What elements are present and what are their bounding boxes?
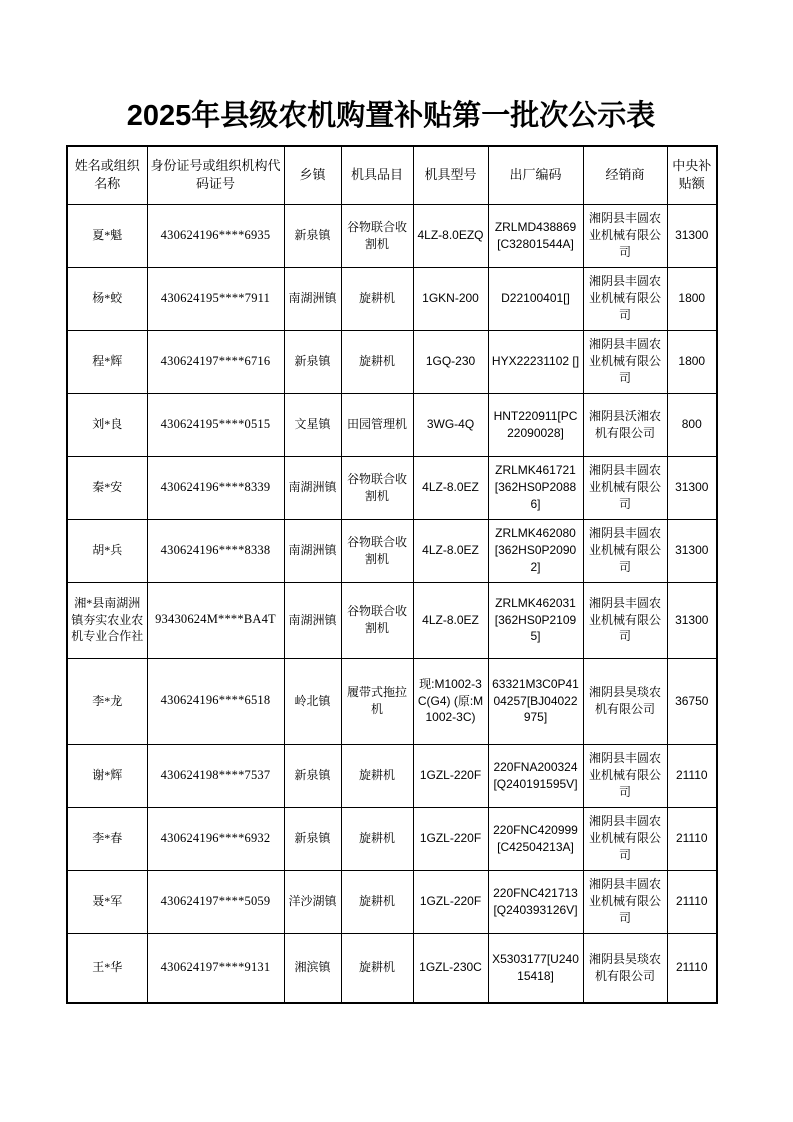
cell-id: 430624195****7911 [147,267,284,330]
cell-model: 1GQ-230 [413,330,488,393]
cell-name: 谢*辉 [67,744,147,807]
cell-town: 南湖洲镇 [284,519,341,582]
cell-dealer: 湘阴县丰圆农业机械有限公司 [583,519,667,582]
cell-subsidy: 21110 [667,933,717,1003]
cell-name: 刘*良 [67,393,147,456]
column-header-name: 姓名或组织名称 [67,146,147,204]
cell-model: 1GKN-200 [413,267,488,330]
cell-model: 4LZ-8.0EZ [413,519,488,582]
cell-model: 1GZL-220F [413,870,488,933]
cell-dealer: 湘阴县丰圆农业机械有限公司 [583,744,667,807]
cell-model: 现:M1002-3C(G4) (原:M1002-3C) [413,658,488,744]
cell-category: 旋耕机 [341,870,413,933]
cell-model: 1GZL-230C [413,933,488,1003]
column-header-category: 机具品目 [341,146,413,204]
cell-name: 杨*蛟 [67,267,147,330]
cell-category: 谷物联合收割机 [341,582,413,658]
cell-subsidy: 31300 [667,519,717,582]
cell-serial: X5303177[U24015418] [488,933,583,1003]
cell-dealer: 湘阴县昊琰农机有限公司 [583,658,667,744]
cell-subsidy: 1800 [667,330,717,393]
cell-dealer: 湘阴县丰圆农业机械有限公司 [583,204,667,267]
cell-id: 430624196****6935 [147,204,284,267]
cell-id: 430624196****8338 [147,519,284,582]
cell-serial: 220FNC420999 [C42504213A] [488,807,583,870]
cell-category: 履带式拖拉机 [341,658,413,744]
cell-name: 秦*安 [67,456,147,519]
cell-category: 旋耕机 [341,330,413,393]
cell-serial: D22100401[] [488,267,583,330]
cell-category: 旋耕机 [341,744,413,807]
cell-category: 谷物联合收割机 [341,204,413,267]
table-row [67,204,717,267]
cell-town: 洋沙湖镇 [284,870,341,933]
cell-model: 4LZ-8.0EZ [413,456,488,519]
cell-category: 旋耕机 [341,267,413,330]
cell-town: 南湖洲镇 [284,456,341,519]
cell-serial: HYX22231102 [] [488,330,583,393]
table-row [67,393,717,456]
cell-model: 1GZL-220F [413,744,488,807]
column-header-id: 身份证号或组织机构代码证号 [147,146,284,204]
cell-town: 南湖洲镇 [284,267,341,330]
cell-name: 胡*兵 [67,519,147,582]
cell-dealer: 湘阴县丰圆农业机械有限公司 [583,267,667,330]
column-header-serial: 出厂编码 [488,146,583,204]
cell-id: 93430624M****BA4T [147,582,284,658]
cell-name: 聂*军 [67,870,147,933]
cell-town: 南湖洲镇 [284,582,341,658]
cell-serial: ZRLMK461721[362HS0P20886] [488,456,583,519]
cell-name: 李*龙 [67,658,147,744]
cell-serial: ZRLMK462080[362HS0P20902] [488,519,583,582]
column-header-dealer: 经销商 [583,146,667,204]
cell-category: 谷物联合收割机 [341,519,413,582]
cell-subsidy: 21110 [667,807,717,870]
table-row [67,330,717,393]
cell-serial: 220FNA200324[Q240191595V] [488,744,583,807]
cell-town: 湘滨镇 [284,933,341,1003]
cell-serial: ZRLMK462031[362HS0P21095] [488,582,583,658]
table-row [67,744,717,807]
cell-subsidy: 21110 [667,870,717,933]
cell-name: 湘*县南湖洲镇夯实农业农机专业合作社 [67,582,147,658]
cell-id: 430624196****6932 [147,807,284,870]
cell-serial: 220FNC421713[Q240393126V] [488,870,583,933]
cell-dealer: 湘阴县丰圆农业机械有限公司 [583,582,667,658]
cell-serial: 63321M3C0P4104257[BJ04022975] [488,658,583,744]
header-row [67,146,717,204]
cell-model: 4LZ-8.0EZ [413,582,488,658]
column-header-subsidy: 中央补贴额 [667,146,717,204]
cell-name: 程*辉 [67,330,147,393]
cell-town: 岭北镇 [284,658,341,744]
cell-dealer: 湘阴县昊琰农机有限公司 [583,933,667,1003]
table-row [67,933,717,1003]
column-header-town: 乡镇 [284,146,341,204]
table-row [67,807,717,870]
cell-subsidy: 36750 [667,658,717,744]
table-row [67,582,717,658]
cell-subsidy: 800 [667,393,717,456]
cell-dealer: 湘阴县丰圆农业机械有限公司 [583,330,667,393]
cell-name: 夏*魁 [67,204,147,267]
cell-subsidy: 31300 [667,582,717,658]
page-title: 2025年县级农机购置补贴第一批次公示表 [126,100,656,132]
cell-serial: HNT220911[PC22090028] [488,393,583,456]
table-row [67,267,717,330]
cell-town: 文星镇 [284,393,341,456]
cell-id: 430624196****8339 [147,456,284,519]
column-header-model: 机具型号 [413,146,488,204]
cell-id: 430624197****5059 [147,870,284,933]
cell-category: 田园管理机 [341,393,413,456]
cell-subsidy: 1800 [667,267,717,330]
table-row [67,658,717,744]
cell-id: 430624197****9131 [147,933,284,1003]
cell-model: 1GZL-220F [413,807,488,870]
cell-dealer: 湘阴县丰圆农业机械有限公司 [583,456,667,519]
cell-id: 430624198****7537 [147,744,284,807]
table-body [67,204,717,1003]
table-row [67,870,717,933]
cell-model: 3WG-4Q [413,393,488,456]
cell-dealer: 湘阴县丰圆农业机械有限公司 [583,870,667,933]
cell-town: 新泉镇 [284,330,341,393]
cell-town: 新泉镇 [284,744,341,807]
cell-town: 新泉镇 [284,204,341,267]
cell-subsidy: 31300 [667,204,717,267]
cell-dealer: 湘阴县沃湘农机有限公司 [583,393,667,456]
cell-name: 李*春 [67,807,147,870]
cell-town: 新泉镇 [284,807,341,870]
cell-category: 谷物联合收割机 [341,456,413,519]
table-row [67,456,717,519]
cell-model: 4LZ-8.0EZQ [413,204,488,267]
cell-category: 旋耕机 [341,807,413,870]
cell-dealer: 湘阴县丰圆农业机械有限公司 [583,807,667,870]
cell-subsidy: 31300 [667,456,717,519]
cell-subsidy: 21110 [667,744,717,807]
subsidy-table [66,145,718,1004]
cell-id: 430624195****0515 [147,393,284,456]
cell-category: 旋耕机 [341,933,413,1003]
table-header [67,146,717,204]
cell-id: 430624196****6518 [147,658,284,744]
cell-name: 王*华 [67,933,147,1003]
table-row [67,519,717,582]
cell-id: 430624197****6716 [147,330,284,393]
cell-serial: ZRLMD438869 [C32801544A] [488,204,583,267]
